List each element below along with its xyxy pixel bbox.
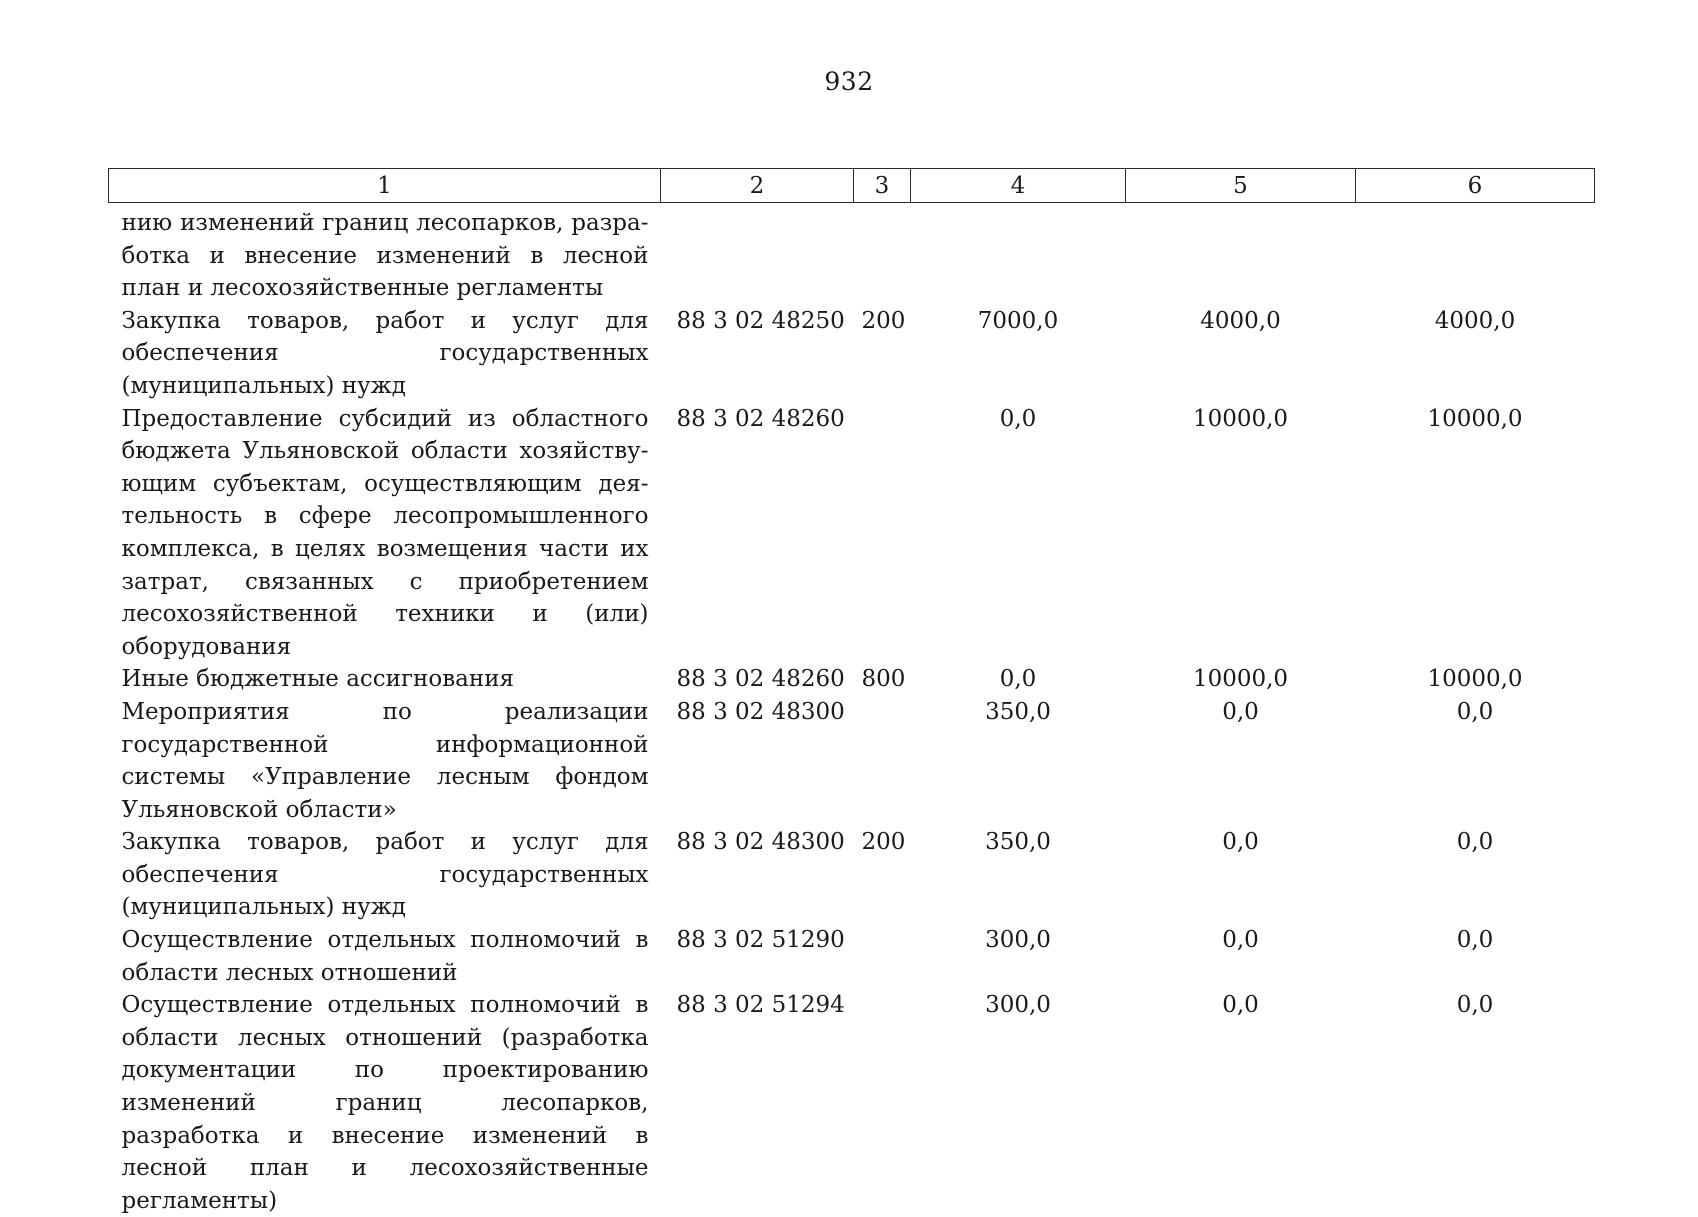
row-name: Мероприятия по реализации государственной информационной системы «Управление лесным фондом Ульяновской области» bbox=[121, 698, 649, 823]
row-value-5: 4000,0 bbox=[1200, 307, 1281, 334]
row-value-6 bbox=[1356, 203, 1595, 305]
row-code: 88 3 02 51294 bbox=[676, 992, 845, 1019]
col-header-3: 3 bbox=[854, 169, 911, 203]
row-type bbox=[854, 203, 911, 305]
row-value-4: 0,0 bbox=[999, 405, 1037, 432]
row-type bbox=[854, 403, 911, 664]
row-code: 88 3 02 48250 bbox=[676, 307, 845, 334]
row-value-4 bbox=[911, 203, 1126, 305]
row-value-6: 0,0 bbox=[1456, 698, 1494, 725]
col-header-2: 2 bbox=[661, 169, 854, 203]
table-row bbox=[109, 403, 1595, 664]
row-code: 88 3 02 48300 bbox=[676, 829, 845, 856]
row-value-4: 7000,0 bbox=[977, 307, 1059, 334]
row-value-4: 350,0 bbox=[985, 698, 1051, 725]
row-value-5: 0,0 bbox=[1222, 927, 1259, 954]
row-type bbox=[854, 924, 911, 989]
row-name: Иные бюджетные ассигнования bbox=[121, 666, 515, 693]
row-name: нию изменений границ лесопарков, разработка и внесение изменений в лесной план и лесохозяйственные регламенты bbox=[121, 210, 649, 302]
row-value-5: 10000,0 bbox=[1192, 405, 1289, 432]
col-header-4: 4 bbox=[911, 169, 1126, 203]
row-name: Закупка товаров, работ и услуг для обеспечения государственных (муниципальных) нужд bbox=[121, 829, 649, 921]
row-name: Предоставление субсидий из областного бюджета Ульяновской области хозяйствующим субъектам, осуществляющим деятельность в сфере лесопромышленного комплекса, в целях возмещения части их затрат, связанных с приобретением лесохозяйственной техники и (или) оборудования bbox=[121, 405, 649, 660]
table-row bbox=[109, 989, 1595, 1217]
row-value-4: 300,0 bbox=[985, 927, 1051, 954]
col-header-6: 6 bbox=[1356, 169, 1595, 203]
row-value-5: 10000,0 bbox=[1192, 666, 1289, 693]
table-row bbox=[109, 696, 1595, 826]
row-code: 88 3 02 48300 bbox=[676, 698, 845, 725]
budget-table bbox=[108, 168, 1595, 1217]
row-value-5 bbox=[1126, 203, 1356, 305]
table-row bbox=[109, 826, 1595, 924]
row-value-6: 0,0 bbox=[1456, 927, 1494, 954]
row-type: 200 bbox=[861, 307, 906, 334]
row-type bbox=[854, 696, 911, 826]
header-row bbox=[109, 169, 1595, 203]
row-code bbox=[661, 203, 854, 305]
row-code: 88 3 02 51290 bbox=[676, 927, 845, 954]
row-value-4: 300,0 bbox=[985, 992, 1051, 1019]
row-value-5: 0,0 bbox=[1222, 698, 1259, 725]
row-name: Осуществление отдельных полномочий в области лесных отношений (разработка документации по проектированию изменений границ лесопарков, разработка и внесение изменений в лесной план и лесохозяйственные регламенты) bbox=[121, 992, 649, 1214]
table-row bbox=[109, 305, 1595, 403]
page-number: 932 bbox=[824, 67, 874, 96]
row-value-6: 10000,0 bbox=[1427, 405, 1523, 432]
row-value-6: 4000,0 bbox=[1434, 307, 1516, 334]
row-name: Осуществление отдельных полномочий в области лесных отношений bbox=[121, 927, 649, 986]
row-value-6: 0,0 bbox=[1456, 829, 1494, 856]
row-type: 200 bbox=[861, 829, 906, 856]
row-value-4: 0,0 bbox=[999, 666, 1037, 693]
table-row bbox=[109, 203, 1595, 305]
table-row bbox=[109, 663, 1595, 696]
row-type bbox=[854, 989, 911, 1217]
row-type: 800 bbox=[861, 666, 906, 693]
col-header-1: 1 bbox=[109, 169, 661, 203]
table-row bbox=[109, 924, 1595, 989]
row-code: 88 3 02 48260 bbox=[676, 666, 845, 693]
row-value-4: 350,0 bbox=[985, 829, 1051, 856]
row-code: 88 3 02 48260 bbox=[676, 405, 845, 432]
row-value-6: 0,0 bbox=[1456, 992, 1494, 1019]
row-value-5: 0,0 bbox=[1222, 992, 1259, 1019]
row-name: Закупка товаров, работ и услуг для обеспечения государственных (муниципальных) нужд bbox=[121, 307, 649, 399]
row-value-6: 10000,0 bbox=[1427, 666, 1523, 693]
col-header-5: 5 bbox=[1126, 169, 1356, 203]
row-value-5: 0,0 bbox=[1222, 829, 1259, 856]
